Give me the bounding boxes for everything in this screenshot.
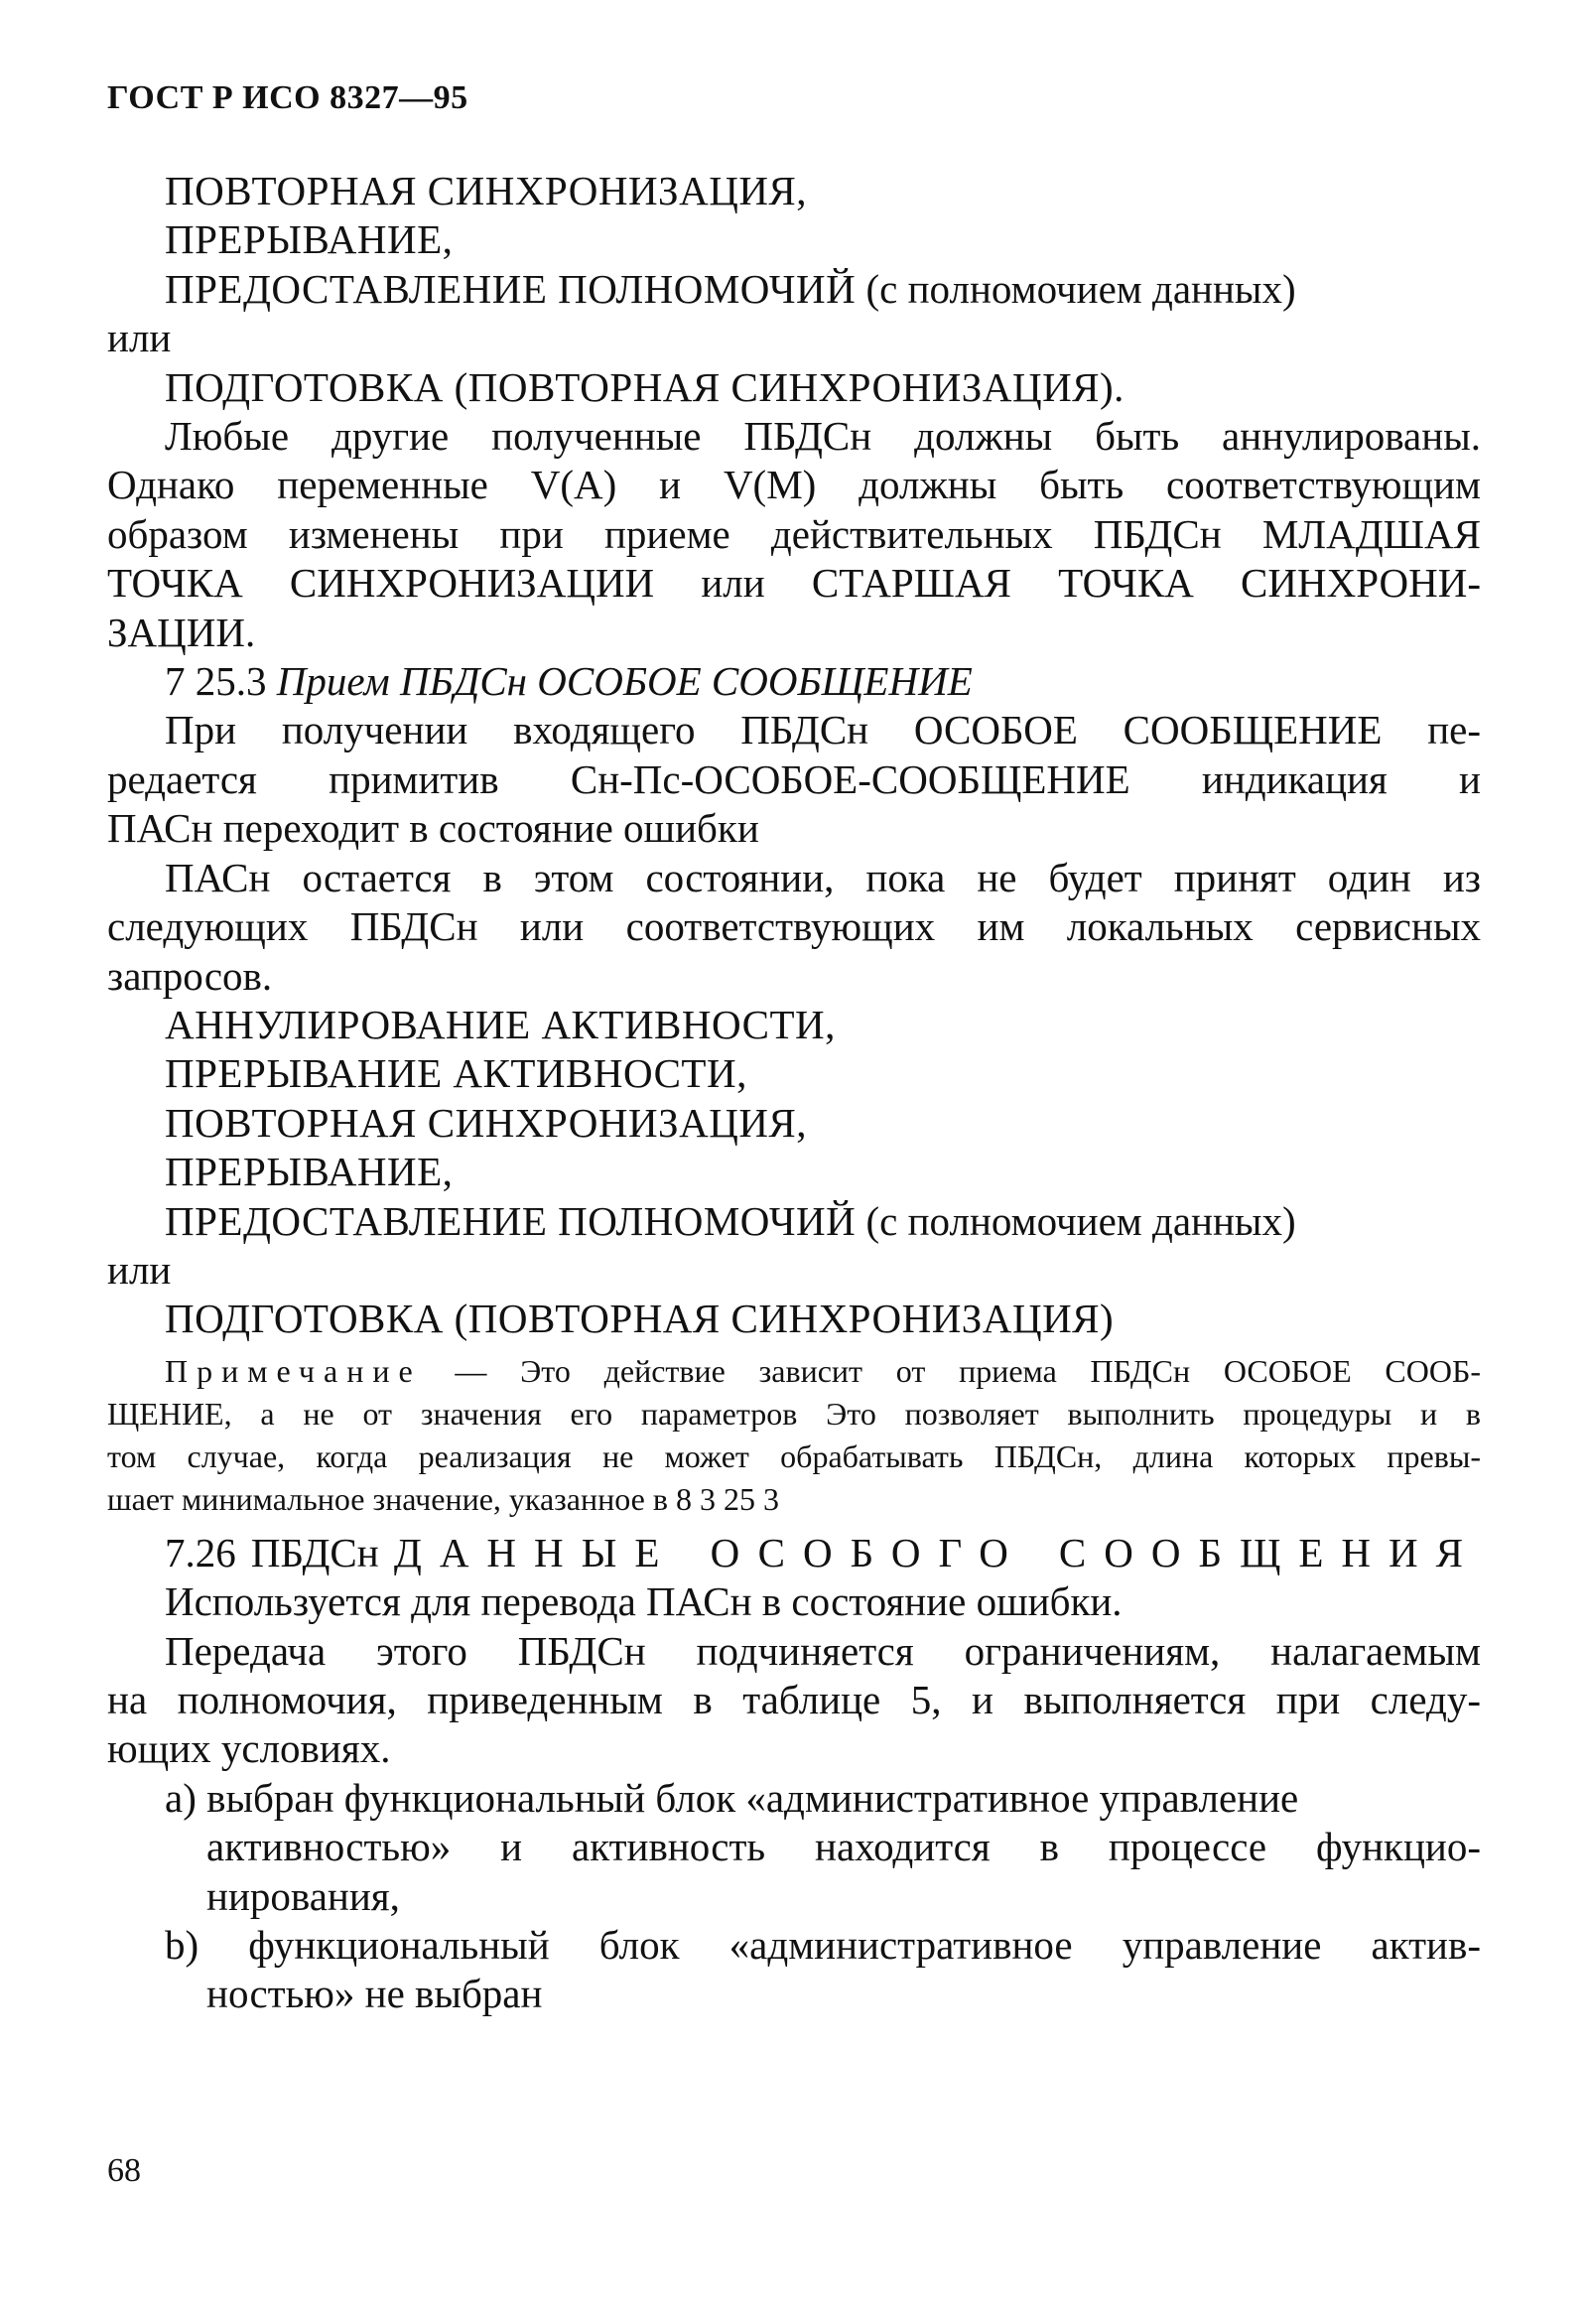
list-item: ПРЕРЫВАНИЕ АКТИВНОСТИ, [165,1050,747,1097]
note-label: Примечание [165,1352,422,1389]
paragraph-line: образом изменены при приеме действительных ПБДСн МЛАДШАЯ [107,510,1481,557]
paragraph-line: Передача этого ПБДСн подчиняется ограничениям, налагаемым [165,1627,1481,1674]
list-item: ПОВТОРНАЯ СИНХРОНИЗАЦИЯ, [165,168,808,213]
note-line: шает минимальное значение, указанное в 8 3 25 3 [107,1480,779,1517]
paragraph-line: ЗАЦИИ. [107,609,256,655]
grant-main: ПРЕДОСТАВЛЕНИЕ ПОЛНОМОЧИЙ [165,265,857,312]
or-word: или [107,1246,172,1293]
list-text: выбран функциональный блок «административное управление [206,1774,1299,1821]
section-title: ДАННЫЕ ОСОБОГО СООБЩЕНИЯ [393,1529,1481,1575]
section-abbr: ПБДСн [250,1529,379,1575]
grant-main: ПРЕДОСТАВЛЕНИЕ ПОЛНОМОЧИЙ [165,1197,857,1244]
paragraph-line: При получении входящего ПБДСн ОСОБОЕ СООБЩЕНИЕ пе- [165,707,1481,753]
list-item: АННУЛИРОВАНИЕ АКТИВНОСТИ, [165,1001,836,1047]
list-item: ПОВТОРНАЯ СИНХРОНИЗАЦИЯ, [165,1099,808,1146]
list-text: функциональный блок «административное управление актив- [248,1922,1481,1968]
paragraph-fragment: или [701,560,765,607]
list-item: ПРЕРЫВАНИЕ, [165,216,454,263]
page-number: 68 [107,2152,141,2189]
standard-header: ГОСТ Р ИСО 8327—95 [107,79,468,116]
grant-note: (с полномочием данных) [865,1197,1296,1244]
paragraph-line: ПАСн остается в этом состоянии, пока не будет принят один из [165,854,1481,900]
note [107,1350,1481,1521]
section-title: Прием ПБДСн ОСОБОЕ СООБЩЕНИЕ [276,658,973,705]
paragraph-line [107,559,1481,608]
paragraph-line: запросов. [107,952,273,999]
grant-note: (с полномочием данных) [865,265,1296,312]
note-line: ЩЕНИЕ, а не от значения его параметров Это позволяет выполнить процедуры и в [107,1395,1481,1432]
grant-line [107,265,1481,314]
prepare-line: ПОДГОТОВКА (ПОВТОРНАЯ СИНХРОНИЗАЦИЯ). [165,363,1125,410]
section-number: 7.26 [165,1529,236,1575]
or-word: или [107,315,172,361]
paragraph-line: Любые другие полученные ПБДСн должны быть аннулированы. [165,413,1481,460]
paragraph-line: редается примитив Сн-Пс-ОСОБОЕ-СООБЩЕНИЕ индикация и [107,755,1481,802]
paragraph-line: ющих условиях. [107,1725,391,1772]
body-text [107,167,1481,2019]
section-number: 7 25.3 [165,658,267,705]
note-line [107,1350,1481,1393]
prepare-line: ПОДГОТОВКА (ПОВТОРНАЯ СИНХРОНИЗАЦИЯ) [165,1296,1115,1342]
list-continuation: активностью» и активность находится в процессе функцио- [206,1824,1481,1870]
note-line: том случае, когда реализация не может обрабатывать ПБДСн, длина которых превы- [107,1437,1481,1474]
list-continuation: нирования, [206,1872,400,1919]
note-text: — Это действие зависит от приема ПБДСн ОСОБОЕ СООБ- [421,1352,1481,1389]
section-heading [107,1529,1481,1577]
paragraph-line: на полномочия, приведенным в таблице 5, и выполняется при следу- [107,1676,1481,1722]
list-item: ПРЕРЫВАНИЕ, [165,1149,454,1195]
section-heading [107,657,1481,706]
list-entry [107,1774,1481,1823]
list-marker: b) [165,1922,199,1968]
grant-line [107,1197,1481,1246]
paragraph-line: следующих ПБДСн или соответствующих им локальных сервисных [107,903,1481,950]
paragraph-line: Однако переменные V(A) и V(M) должны быть соответствующим [107,462,1481,508]
list-marker: а) [165,1774,197,1821]
paragraph-line: Используется для перевода ПАСн в состояние ошибки. [165,1578,1123,1625]
paragraph-fragment: ТОЧКА СИНХРОНИЗАЦИИ [107,560,655,607]
paragraph-line: ПАСн переходит в состояние ошибки [107,805,759,852]
paragraph-fragment: СТАРШАЯ ТОЧКА СИНХРОНИ- [811,560,1481,607]
list-entry [107,1921,1481,1970]
list-continuation: ностью» не выбран [206,1971,543,2017]
